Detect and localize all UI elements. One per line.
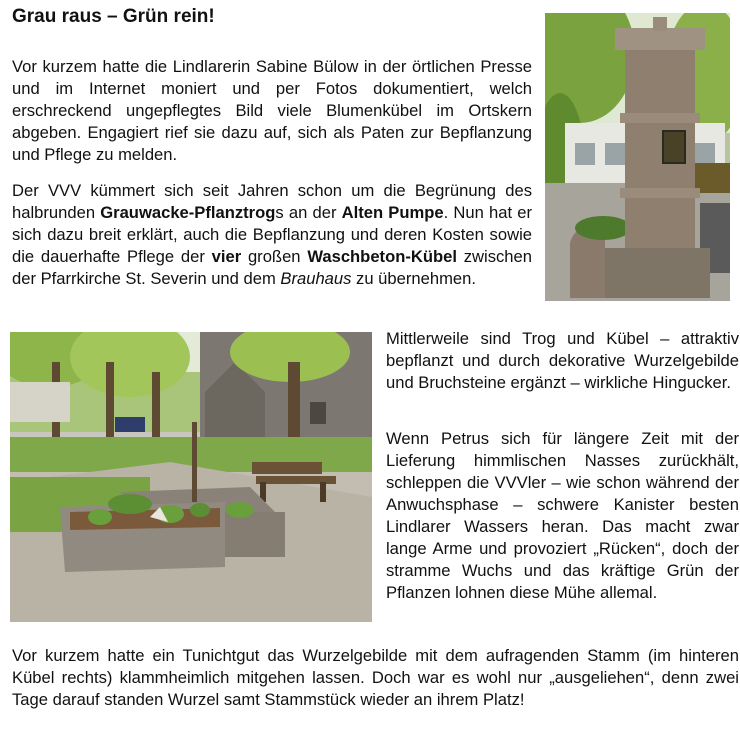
photo-old-pump — [545, 13, 730, 301]
p2-bold-waschbeton: Waschbeton-Kübel — [307, 247, 457, 266]
p2-text-i: zwischen der Pfarrkirche St. Severin und dem — [12, 247, 532, 288]
p2-text-c: s an der — [275, 203, 342, 222]
paragraph-watering: Wenn Petrus sich für längere Zeit mit der Lieferung himmlischen Nasses zurückhält, schleppen die VVVler – wie schon während der Anwuchsphase – schwere Kanister besten Lindlarer Wassers heran. Das macht zwar lange Arme und provoziert „Rücken“, doch der stramme Wuchs und das kräftige Grün der Pflanzen lohnen diese Mühe allemal. — [386, 429, 739, 602]
p2-italic-brauhaus: Brauhaus — [280, 269, 352, 288]
p2-text-e: . Nun hat er sich dazu breit erklärt, auch die Bepflanzung und deren Kosten sowie die dauerhafte Pflege der — [12, 203, 533, 266]
p2-text-k: zu übernehmen. — [351, 269, 476, 288]
paragraph-result: Mittlerweile sind Trog und Kübel – attraktiv bepflanzt und durch dekorative Wurzelgebilde und Bruchsteine ergänzt – wirkliche Hingucker. — [386, 329, 739, 392]
p2-bold-pflanztrog: Grauwacke-Pflanztrog — [100, 203, 276, 222]
article-title: Grau raus – Grün rein! — [12, 6, 215, 27]
photo-planters-church — [10, 332, 372, 622]
p2-bold-alte-pumpe: Alten Pumpe — [341, 203, 444, 222]
paragraph-theft: Vor kurzem hatte ein Tunichtgut das Wurzelgebilde mit dem aufragenden Stamm (im hinteren Kübel rechts) klammheimlich mitgehen lassen. Doch war es wohl nur „ausgeliehen“, denn zwei Tage darauf standen Wurzel samt Stammstück wieder an ihrem Platz! — [12, 646, 739, 709]
p2-text-g: großen — [241, 247, 308, 266]
paragraph-vvv — [12, 180, 532, 290]
p2-bold-vier: vier — [211, 247, 242, 266]
paragraph-intro: Vor kurzem hatte die Lindlarerin Sabine Bülow in der örtlichen Presse und im Internet moniert und per Fotos dokumentiert, welch erschreckend ungepflegtes Bild viele Blumenkübel im Ortskern abgeben. Engagiert rief sie dazu auf, sich als Paten zur Bepflanzung und Pflege zu melden. — [12, 57, 532, 164]
p2-text-a: Der VVV kümmert sich seit Jahren schon um die Begrünung des halbrunden — [12, 181, 532, 222]
